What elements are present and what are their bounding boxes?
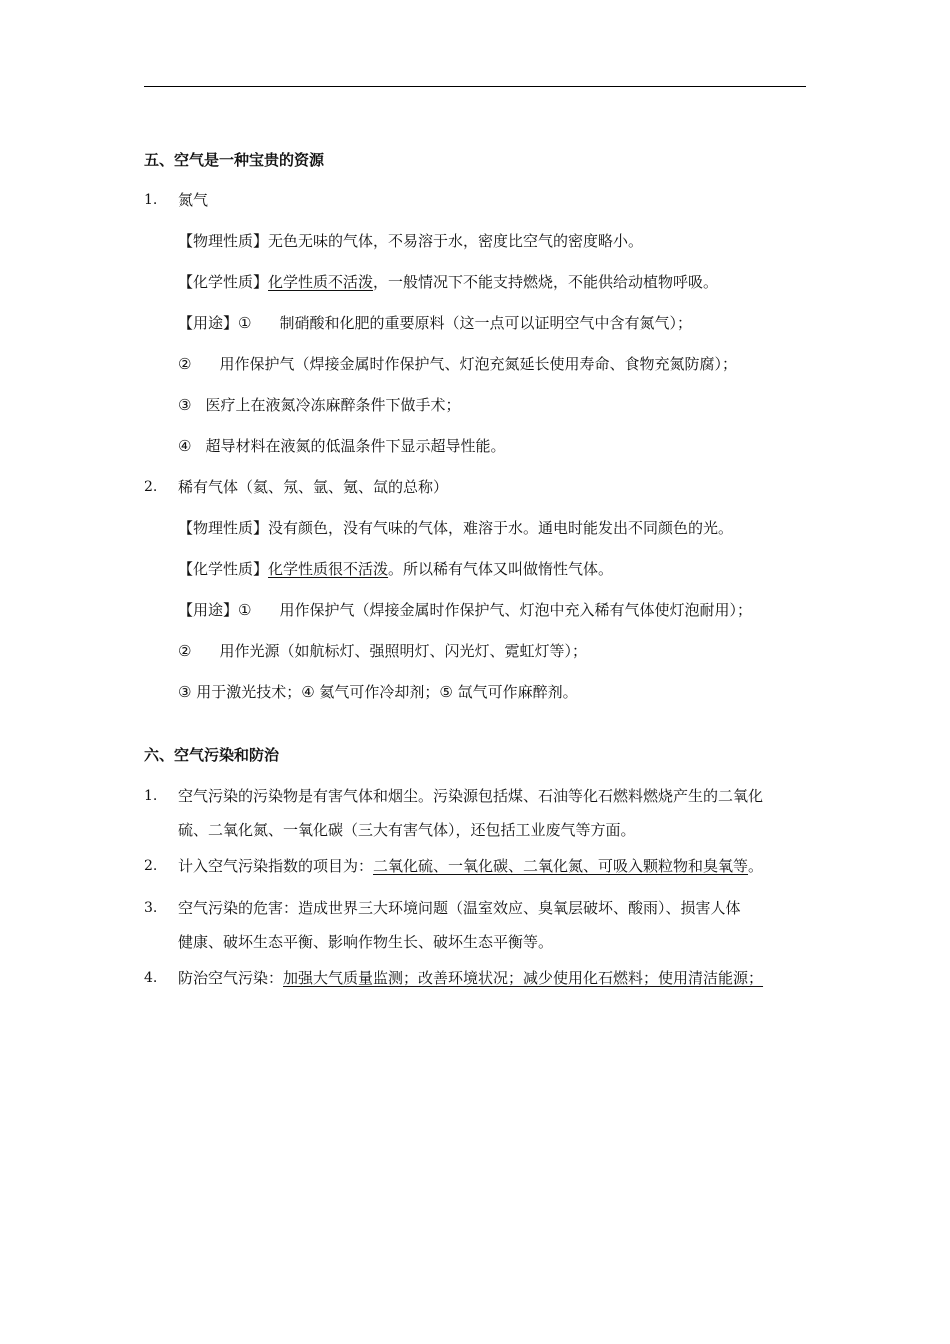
label: 【用途】 [178,601,239,619]
underlined-text: 化学性质很不活泼 [268,560,389,578]
list-number: 2. [144,479,158,495]
circled-number: ④ [178,437,192,455]
text: 。 [748,857,764,875]
text: 用作保护气（焊接金属时作保护气、灯泡中充入稀有气体使灯泡耐用）； [279,601,752,619]
list-number: 1. [144,192,158,208]
text: 。所以稀有气体又叫做惰性气体。 [388,560,614,578]
pollution-item-3-line1: 空气污染的危害：造成世界三大环境问题（温室效应、臭氧层破坏、酸雨）、损害人体 [178,899,741,917]
nitrogen-use-4 [178,436,505,456]
circled-number: ① [238,314,252,332]
label: 【化学性质】 [178,273,269,291]
text: 用作保护气（焊接金属时作保护气、灯泡充氮延长使用寿命、食物充氮防腐）； [219,355,737,373]
circled-number: ② [178,355,192,373]
text: ，一般情况下不能支持燃烧，不能供给动植物呼吸。 [373,273,719,291]
label: 【物理性质】 [178,519,269,537]
section6-title: 六、空气污染和防治 [144,746,280,764]
underlined-text: 化学性质不活泼 [268,273,374,291]
underlined-text: 加强大气质量监测；改善环境状况；减少使用化石燃料；使用清洁能源； [283,969,764,987]
text: 制硝酸和化肥的重要原料（这一点可以证明空气中含有氮气）； [279,314,692,332]
item-title-nitrogen: 氮气 [178,191,209,209]
text: 医疗上在液氮冷冻麻醉条件下做手术； [205,396,461,414]
circled-number: ① [238,601,252,619]
list-number: 4. [144,970,158,986]
text: 防治空气污染： [178,969,284,987]
noble-use-1 [178,600,752,620]
pollution-item-4 [178,968,763,988]
section5-title: 五、空气是一种宝贵的资源 [144,151,325,169]
text: 超导材料在液氮的低温条件下显示超导性能。 [205,437,506,455]
list-number: 1. [144,788,158,804]
text: 计入空气污染指数的项目为： [178,857,374,875]
nitrogen-use-2 [178,354,737,374]
pollution-item-3-line2: 健康、破坏生态平衡、影响作物生长、破坏生态平衡等。 [178,933,554,951]
pollution-item-2 [178,856,763,876]
nitrogen-use-3 [178,395,460,415]
list-number: 3. [144,900,158,916]
pollution-item-1-line2: 硫、二氧化氮、一氧化碳（三大有害气体），还包括工业废气等方面。 [178,821,636,839]
label: 【化学性质】 [178,560,269,578]
nitrogen-use-1 [178,313,692,333]
noble-use-2 [178,641,587,661]
text: 无色无味的气体，不易溶于水，密度比空气的密度略小。 [268,232,644,250]
text: 没有颜色，没有气味的气体，难溶于水。通电时能发出不同颜色的光。 [268,519,734,537]
label: 【物理性质】 [178,232,269,250]
circled-number: ③ [178,396,192,414]
pollution-item-1-line1: 空气污染的污染物是有害气体和烟尘。污染源包括煤、石油等化石燃料燃烧产生的二氧化 [178,787,764,805]
nitrogen-chemical-properties [178,272,718,292]
text: 用作光源（如航标灯、强照明灯、闪光灯、霓虹灯等）； [219,642,587,660]
label: 【用途】 [178,314,239,332]
list-number: 2. [144,858,158,874]
item-title-noble-gases: 稀有气体（氦、氖、氩、氪、氙的总称） [178,478,449,496]
noble-physical-properties [178,518,733,538]
noble-chemical-properties [178,559,613,579]
noble-use-3-5: ③ 用于激光技术；④ 氦气可作冷却剂；⑤ 氙气可作麻醉剂。 [178,683,578,701]
circled-number: ② [178,642,192,660]
nitrogen-physical-properties [178,231,643,251]
header-rule [144,86,806,87]
underlined-text: 二氧化硫、一氧化碳、二氧化氮、可吸入颗粒物和臭氧等 [373,857,749,875]
